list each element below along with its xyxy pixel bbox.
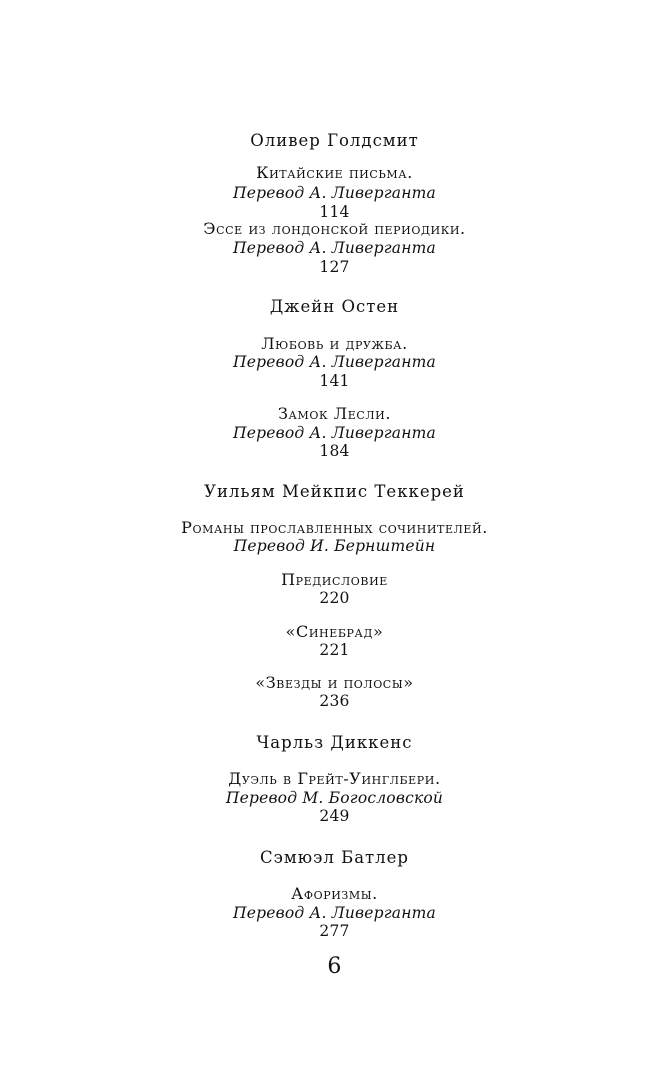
work-translator: Перевод А. Ливерганта: [233, 239, 436, 257]
work-title: «Звезды и полосы»: [255, 673, 414, 692]
author-heading: Чарльз Диккенс: [256, 733, 413, 752]
work-page-number: 249: [319, 807, 350, 825]
work-translator: Перевод А. Ливерганта: [233, 353, 436, 371]
work-title: «Синебрад»: [285, 622, 384, 641]
work-translator: Перевод А. Ливерганта: [233, 184, 436, 202]
work-title: Дуэль в Грейт-Уинглбери.: [228, 769, 441, 788]
work-page-number: 277: [319, 922, 350, 940]
work-translator: Перевод А. Ливерганта: [233, 904, 436, 922]
author-heading: Сэмюэл Батлер: [260, 848, 409, 867]
work-page-number: 236: [319, 692, 350, 710]
author-heading: Джейн Остен: [269, 297, 400, 316]
work-translator: Перевод М. Богословской: [225, 789, 444, 807]
work-page-number: 221: [319, 641, 350, 659]
work-page-number: 220: [319, 589, 350, 607]
work-title: Китайские письма.: [256, 163, 413, 182]
author-heading: Оливер Голдсмит: [250, 131, 419, 150]
work-page-number: 141: [319, 372, 350, 390]
collection-translator: Перевод И. Бернштейн: [233, 537, 436, 555]
collection-title: Романы прославленных сочинителей.: [181, 518, 488, 537]
work-title: Замок Лесли.: [277, 404, 392, 423]
author-heading: Уильям Мейкпис Теккерей: [204, 482, 465, 501]
work-page-number: 114: [319, 203, 350, 221]
work-title: Любовь и дружба.: [261, 334, 408, 353]
work-title: Эссе из лондонской периодики.: [203, 219, 466, 238]
work-page-number: 184: [319, 442, 350, 460]
work-translator: Перевод А. Ливерганта: [233, 424, 436, 442]
work-title: Предисловие: [281, 570, 388, 589]
work-title: Афоризмы.: [291, 884, 378, 903]
work-page-number: 127: [319, 258, 350, 276]
folio-page-number: 6: [327, 954, 342, 979]
